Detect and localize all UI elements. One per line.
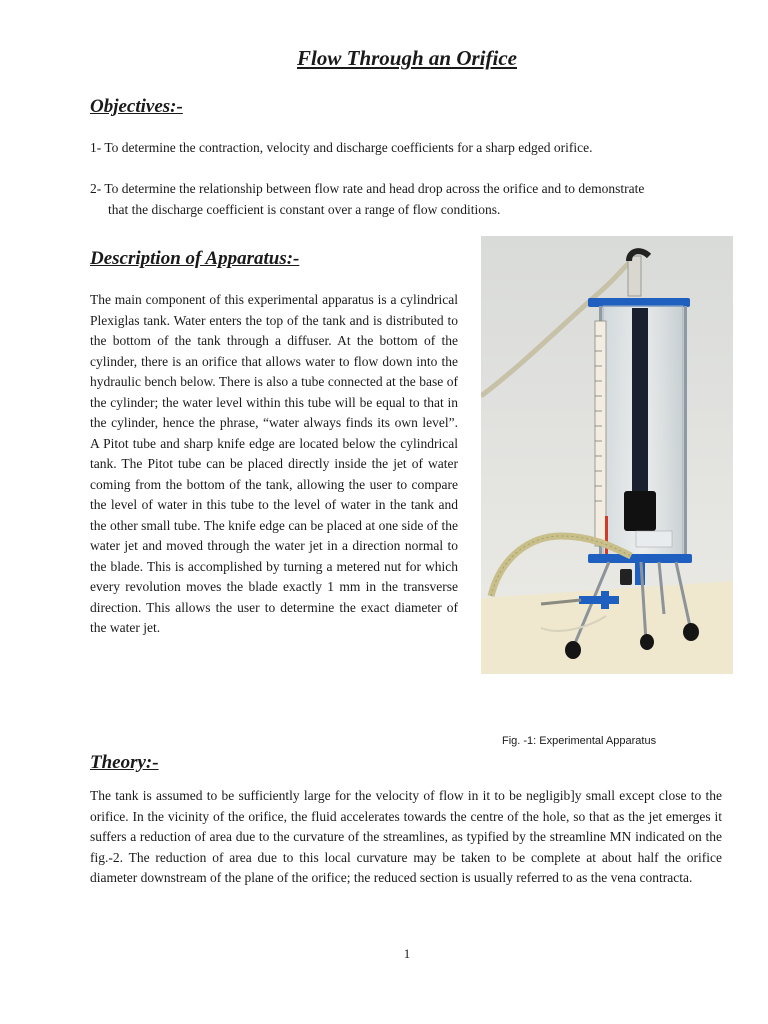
apparatus-photo xyxy=(481,236,733,674)
theory-paragraph: The tank is assumed to be sufficiently large for the velocity of flow in it to be negligib]y small except close to the orifice. In the vicinity of the orifice, the fluid accelerates towards the centre of the hole, so that as the jet emerges it suffers a reduction of area due to the curvature of the streamlines, as typified by the streamline MN indicated on the fig.-2. The reduction of area due to this local curvature may be taken to be complete at about half the orifice diameter downstream of the plane of the orifice; the reduced section is usually referred to as the vena contracta. xyxy=(90,788,722,885)
leg-foot xyxy=(565,641,581,659)
page-number: 1 xyxy=(403,946,411,961)
objective-item-2-line-1: 2- To determine the relationship between flow rate and head drop across the orifice and to demonstrate xyxy=(90,181,645,196)
objective-item-1: 1- To determine the contraction, velocity and discharge coefficients for a sharp edged orifice. xyxy=(90,140,593,155)
objectives-heading: Objectives:- xyxy=(90,96,183,117)
page-title: Flow Through an Orifice xyxy=(297,46,517,70)
diffuser xyxy=(632,308,648,493)
diffuser-base xyxy=(624,491,656,531)
bottom-plate xyxy=(588,554,692,563)
theory-heading: Theory:- xyxy=(90,752,159,773)
piezometer-scale xyxy=(595,321,606,546)
apparatus-heading: Description of Apparatus:- xyxy=(90,248,300,269)
objective-item-2-line-2: that the discharge coefficient is constant over a range of flow conditions. xyxy=(108,202,501,217)
apparatus-description: The main component of this experimental apparatus is a cylindrical Plexiglas tank. Water enters the top of the tank and is distributed to the bottom of the tank through a diffuser. At the bottom of the cylinder, there is an orifice that allows water to flow down into the hydraulic bench below. There is also a tube connected at the base of the cylinder; the water level within this tube will be equal to that in the cylinder, hence the phrase, “water always finds its own level”. A Pitot tube and sharp knife edge are located below the cylindrical tank. The Pitot tube can be placed directly inside the jet of water coming from the bottom of the tank, allowing the user to compare the level of water in this tube to the level of water in the tank and the other small tube. The knife edge can be placed at one side of the water jet and moved through the water jet in a direction normal to the blade. This is accomplished by turning a metered nut for which every revolution moves the blade exactly 1 mm in the transverse direction. This allows the user to determine the exact diameter of the water jet. xyxy=(90,292,458,635)
figure-caption: Fig. -1: Experimental Apparatus xyxy=(502,735,657,747)
knife-edge-holder xyxy=(579,596,619,604)
apparatus-illustration xyxy=(481,236,733,674)
objective-item-2 xyxy=(90,178,720,220)
